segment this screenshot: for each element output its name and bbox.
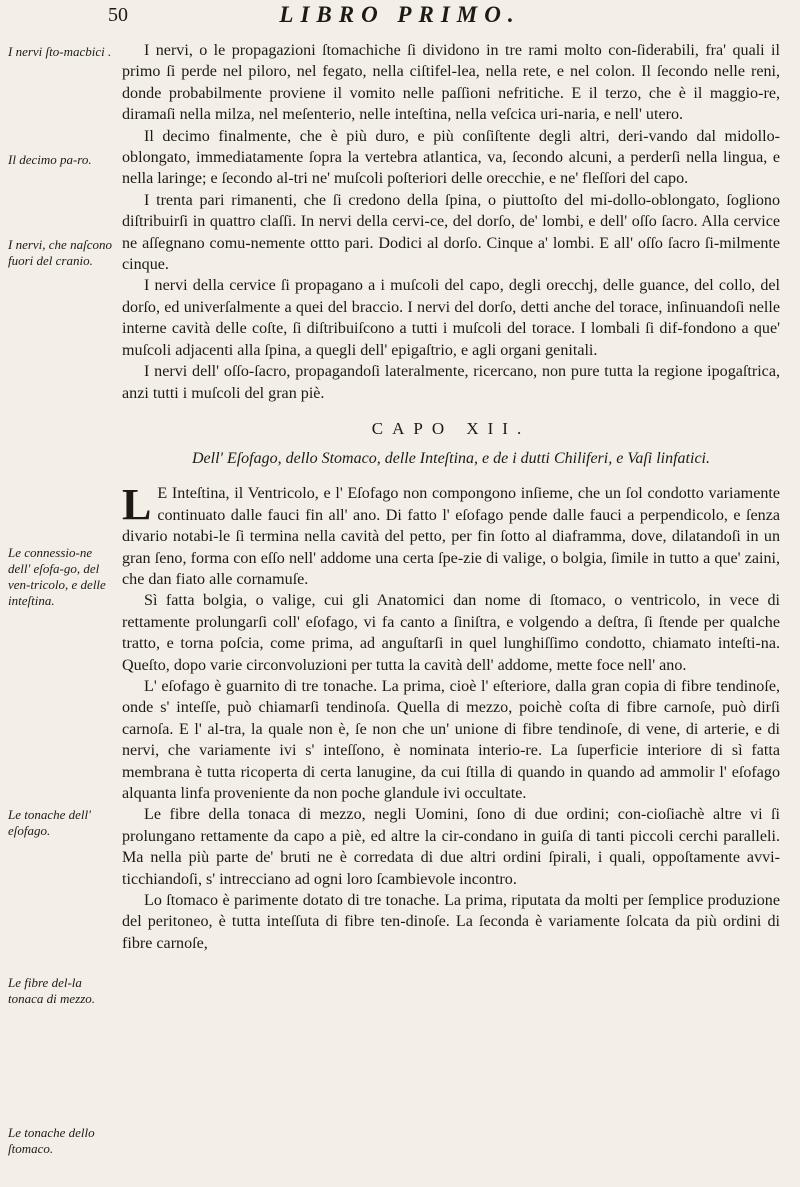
paragraph-spinal-pairs: I trenta pari rimanenti, che ſi credono della ſpina, o piuttoſto del mi-dollo-oblongato, ſogliono diſtribuirſi in quattro claſſi. In nervi della cervi-ce, del dorſo, de' lombi, e dell' oſſo ſacro. Alla cervice ne aſſegnano comu-nemente ottto pari. Dodici al dorſo. Cinque a' lombi. E all' oſſo ſacro ſi-milmente cinque. — [122, 191, 780, 274]
margin-note-middle-tunic-fibres: Le fibre del-la tonaca di mezzo. — [8, 975, 96, 1006]
margin-note-esophagus-tunics: Le tonache dell' eſofago. — [8, 807, 91, 838]
paragraph-sacral-nerves: I nervi dell' oſſo-ſacro, propagandoſi lateralmente, ricercano, non pure tutta la regione ipogaſtrica, anzi tutti i muſcoli del gran piè. — [122, 363, 780, 402]
paragraph-stomach-tunics: Lo ſtomaco è parimente dotato di tre tonache. La prima, riputata da molti per ſemplice produzione del peritoneo, è tutta inteſſuta di fibre ten-dinoſe. La ſeconda è variamente ſolcata da più ordini di fibre carnoſe, — [122, 892, 780, 952]
paragraph-cervical-nerves: I nervi della cervice ſi propagano a i muſcoli del capo, degli orecchj, delle guance, del collo, del dorſo, ed univerſalmente a quei del braccio. I nervi del dorſo, detti anche del torace, inſinuandoſi nelle interne cavità delle coſte, ſi diſtribuiſcono a tutti i muſcoli del torace. I lombali ſi dif-fondono a que' muſcoli adjacenti alla ſpina, a quegli dell' epigaſtrio, e agli organi genitali. — [122, 277, 780, 359]
main-text — [122, 40, 780, 954]
margin-note-connection: Le connessio-ne dell' eſofa-go, del ven-tricolo, e delle inteſtina. — [8, 545, 106, 608]
page-number: 50 — [108, 4, 128, 26]
paragraph-stomach-shape: Sì fatta bolgia, o valige, cui gli Anatomici dan nome di ſtomaco, o ventricolo, in vece di rettamente prolungarſi coll' eſofago, vi fa canto a ſiniſtra, e volgendo a deſtra, ſi ſtende per qualche tratto, e torna poſcia, come prima, ad anguſtarſi in quel lunghiſſimo condotto, chiamato inteſti-na. Queſto, dopo varie circonvoluzioni per tutta la cavità dell' addome, mette foce nell' ano. — [122, 592, 780, 674]
running-title: LIBRO PRIMO. — [279, 2, 521, 27]
page-header — [0, 0, 800, 44]
paragraph-stomachic-nerves: I nervi, o le propagazioni ſtomachiche ſi dividono in tre rami molto con-ſiderabili, fra' quali il primo ſi perde nel piloro, nel fegato, nella ciſtifel-lea, nella rete, e nel colon. Il ſecondo nelle reni, donde probabilmente proviene il vomito nelle paſſioni nefritiche. E il terzo, che è il maggio-re, diramaſi nella milza, nel meſenterio, nelle inteſtina, nella veſcica uri-naria, e nell' utero. — [122, 42, 780, 124]
paragraph-middle-tunic-fibres: Le fibre della tonaca di mezzo, negli Uomini, ſono di due ordini; con-cioſiachè altre vi ſi prolungano rettamente da capo a piè, ed altre la cir-condano in guiſa di tanti piccoli cerchi paralleli. Ma nella più parte de' bruti ne è corredata di due altri ordini ſpirali, i quali, oppoſtamente avvi-ticchiandoſi, s' intrecciano ad ogni loro ſcambievole incontro. — [122, 806, 780, 888]
paragraph-digestive-canal — [122, 480, 780, 590]
drop-cap: L — [122, 480, 152, 530]
margin-note-stomach-tunics: Le tonache dello ſtomaco. — [8, 1125, 95, 1156]
chapter-subtitle: Dell' Eſofago, dello Stomaco, delle Inteſtina, e de i dutti Chiliferi, e Vaſi linfatici. — [191, 450, 710, 468]
paragraph-digestive-canal-text: E Inteſtina, il Ventricolo, e l' Eſofago non compongono inſieme, che un ſol condotto variamente continuato dalle fauci fin all' ano. Di fatto l' eſofago pende dalle fauci a perpendicolo, e ſenza divario notabi-le ſi termina nella cavità del petto, per fin ſotto al diaframma, dove, dilatandoſi in un gran ſeno, forma con eſſo nell' addome una certa ſpe-zie di valige, o bolgia, ſimile in tutto a que' zaini, che dan fiato alle cornamuſe. — [122, 485, 780, 588]
chapter-heading: CAPO XII. — [371, 418, 531, 438]
margin-note-tenth-pair: Il decimo pa-ro. — [8, 152, 92, 167]
paragraph-esophagus-tunics: L' eſofago è guarnito di tre tonache. La prima, cioè l' eſteriore, dalla gran copia di fibre tendinoſe, onde s' inteſſe, può chiamarſi tendinoſa. Quella di mezzo, poichè coſta di fibre carnoſe, può dirſi carnoſa. E l' al-tra, la quale non è, ſe non che un' unione di fibre tendinoſe, di vene, di arterie, e di nervi, che variamente ivi s' inteſſono, è nominata interio-re. La ſuperficie interiore di sì fatta membrana è tutta ricoperta di certa lanugine, da cui ſtilla di quando in quando ad ammolir l' eſofago alquanta linfa proveniente da non poche glandule ivi occultate. — [122, 677, 780, 802]
paragraph-tenth-pair: Il decimo finalmente, che è più duro, e più conſiſtente degli altri, deri-vando dal midollo-oblongato, immediatamente ſopra la vertebra atlantica, va, ſecondo alcuni, a perderſi nella lingua, e nella laringe; e ſecondo al-tri ne' muſcoli poſteriori delle orecchie, e ne' fleſſori del capo. — [122, 127, 780, 188]
margin-note-stomachic-nerves: I nervi ſto-macbici . — [8, 44, 112, 59]
margin-note-spinal-nerves: I nervi, che naſcono fuori del cranio. — [8, 237, 112, 268]
